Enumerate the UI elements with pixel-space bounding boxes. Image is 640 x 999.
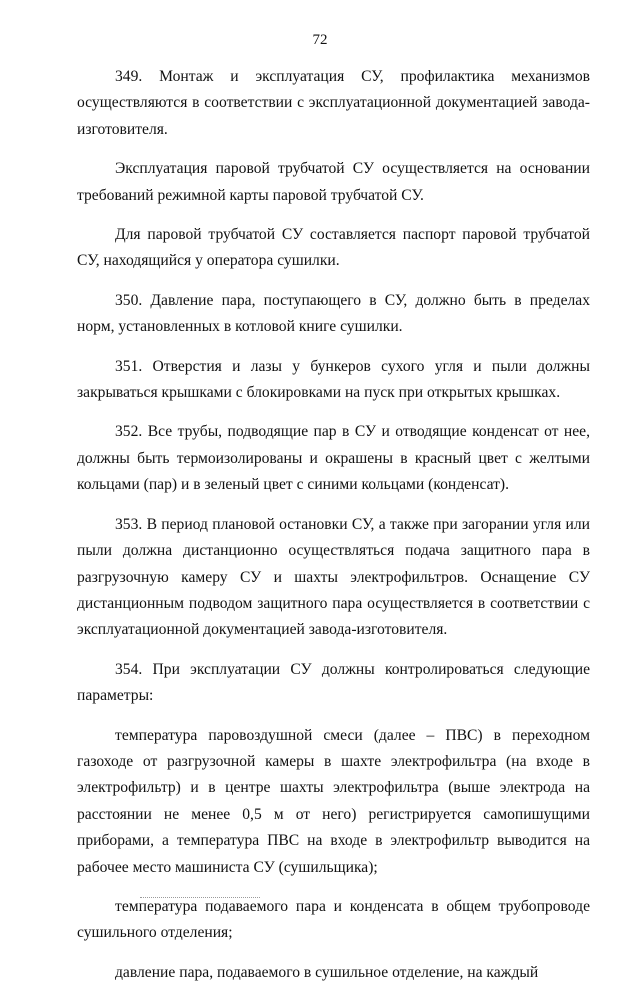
scan-artifact-line xyxy=(140,897,260,899)
paragraph-353: 353. В период плановой остановки СУ, а также при загорании угля или пыли должна дистанционно осуществляться подача защитного пара в разгрузочную камеру СУ и шахты электрофильтров. Оснащение СУ дистанционным подводом защитного пара осуществляется в соответствии с эксплуатационной документацией завода-изготовителя. xyxy=(77,515,590,639)
document-body xyxy=(77,64,590,999)
paragraph-steam-pressure: давление пара, подаваемого в сушильное отделение, на каждый xyxy=(115,963,539,981)
paragraph-operation: Эксплуатация паровой трубчатой СУ осуществляется на основании требований режимной карты паровой трубчатой СУ. xyxy=(77,160,590,204)
paragraph-pvs-temperature: температура паровоздушной смеси (далее – ПВС) в переходном газоходе от разгрузочной камеры в шахте электрофильтра (на входе в электрофильтр) и в центре шахты электрофильтра (выше электрода на расстоянии не менее 0,5 м от него) регистрируется самопишущими приборами, а температура ПВС на входе в электрофильтр выводится на рабочее место машиниста СУ (сушильщика); xyxy=(77,726,590,876)
paragraph-354: 354. При эксплуатации СУ должны контролироваться следующие параметры: xyxy=(77,660,590,705)
paragraph-349: 349. Монтаж и эксплуатация СУ, профилактика механизмов осуществляются в соответствии с эксплуатационной документацией завода-изготовителя. xyxy=(77,68,590,138)
paragraph-350: 350. Давление пара, поступающего в СУ, должно быть в пределах норм, установленных в котловой книге сушилки. xyxy=(77,291,590,336)
page-number: 72 xyxy=(312,32,328,48)
paragraph-352: 352. Все трубы, подводящие пар в СУ и отводящие конденсат от нее, должны быть термоизолированы и окрашены в красный цвет с желтыми кольцами (пар) и в зеленый цвет с синими кольцами (конденсат). xyxy=(77,423,590,494)
paragraph-steam-temperature: температура подаваемого пара и конденсата в общем трубопроводе сушильного отделения; xyxy=(77,897,590,942)
paragraph-351: 351. Отверстия и лазы у бункеров сухого угля и пыли должны закрываться крышками с блокировками на пуск при открытых крышках. xyxy=(77,357,590,402)
paragraph-passport: Для паровой трубчатой СУ составляется паспорт паровой трубчатой СУ, находящийся у оператора сушилки. xyxy=(77,226,590,270)
